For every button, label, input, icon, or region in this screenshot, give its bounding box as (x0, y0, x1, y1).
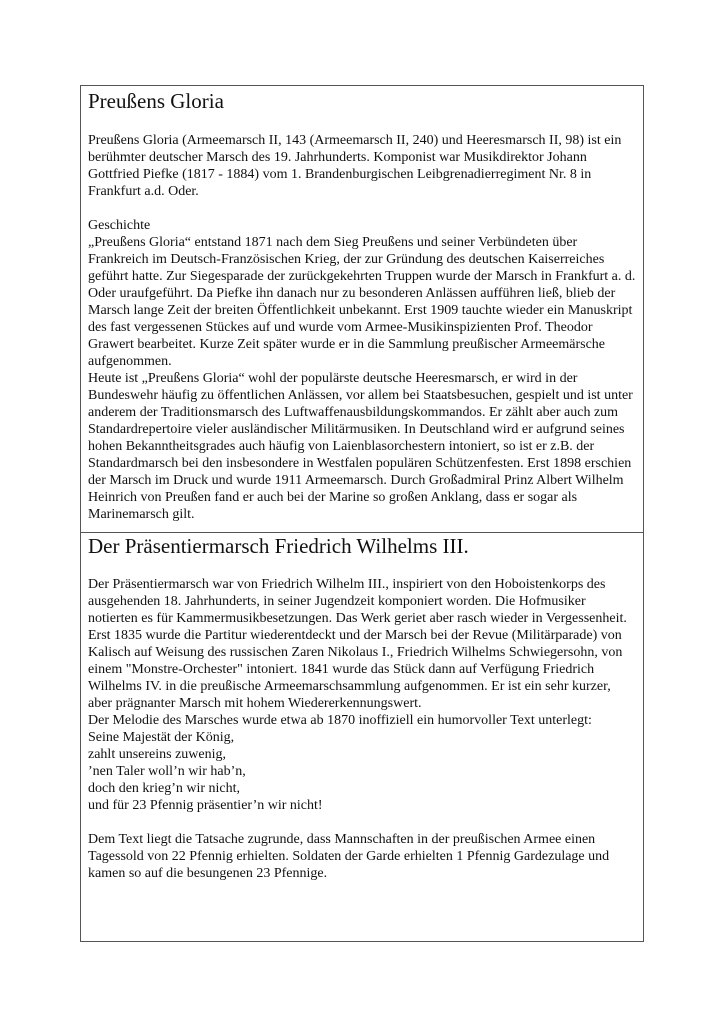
history-paragraph-2: Heute ist „Preußens Gloria“ wohl der populärste deutsche Heeresmarsch, er wird in der Bundeswehr häufig zu öffentlichen Anlässen, vor allem bei Staatsbesuchen, gespielt und ist unter anderem der Traditionsmarsch des Luftwaffenausbildungskommandos. Er zählt aber auch zum Standardrepertoire vieler ausländischer Militärmusiken. In Deutschland wird er aufgrund seines hohen Bekanntheitsgrades auch häufig von Laienblasorchestern intoniert, so ist er z.B. der Standardmarsch bei den insbesondere in Westfalen populären Schützenfesten. Erst 1898 erschien der Marsch im Druck und wurde 1911 Armeemarsch. Durch Großadmiral Prinz Albert Wilhelm Heinrich von Preußen fand er auch bei der Marine so großen Anklang, dass er sogar als Marinemarsch gilt. (88, 371, 633, 522)
verse-line: doch den krieg’n wir nicht, (88, 781, 241, 796)
closing-paragraph: Dem Text liegt die Tatsache zugrunde, dass Mannschaften in der preußischen Armee einen Tagessold von 22 Pfennig erhielten. Soldaten der Garde erhielten 1 Pfennig Gardezulage und kamen so auf die besungenen 23 Pfennige. (88, 832, 610, 881)
intro-paragraph: Preußens Gloria (Armeemarsch II, 143 (Armeemarsch II, 240) und Heeresmarsch II, 98) ist ein berühmter deutscher Marsch des 19. Jahrhunderts. Komponist war Musikdirektor Johann Gottfried Piefke (1817 - 1884) vom 1. Brandenburgischen Leibgrenadierregiment Nr. 8 in Frankfurt a.d. Oder. (88, 133, 622, 199)
verse-line: Seine Majestät der König, (88, 730, 235, 745)
subheading: Geschichte (88, 218, 151, 233)
section-preussens-gloria (81, 86, 643, 532)
lead-in-paragraph: Der Melodie des Marsches wurde etwa ab 1870 inoffiziell ein humorvoller Text unterlegt: (88, 713, 592, 728)
intro-paragraph: Der Präsentiermarsch war von Friedrich Wilhelm III., inspiriert von den Hoboistenkorps des ausgehenden 18. Jahrhunderts, in seiner Jugendzeit komponiert worden. Die Hofmusiker notierten es für Kammermusikbesetzungen. Das Werk geriet aber rasch wieder in Vergessenheit. Erst 1835 wurde die Partitur wiederentdeckt und der Marsch bei der Revue (Militärparade) von Kalisch auf Weisung des russischen Zaren Nikolaus I., Friedrich Wilhelms Schwiegersohn, von einem "Monstre-Orchester" intoniert. 1841 wurde das Stück dann auf Verfügung Friedrich Wilhelms IV. in die preußische Armeemarschsammlung aufgenommen. Er ist ein sehr kurzer, aber prägnanter Marsch mit hohem Wiedererkennungswert. (88, 577, 627, 711)
verse-line: und für 23 Pfennig präsentier’n wir nicht! (88, 798, 323, 813)
document-frame (80, 85, 644, 942)
history-paragraph-1: „Preußens Gloria“ entstand 1871 nach dem Sieg Preußens und seiner Verbündeten über Frankreich im Deutsch-Französischen Krieg, der zur Gründung des deutschen Kaiserreiches geführt hatte. Zur Siegesparade der zurückgekehrten Truppen wurde der Marsch in Frankfurt a. d. Oder uraufgeführt. Da Piefke ihn danach nur zu besonderen Anlässen aufführen ließ, blieb der Marsch lange Zeit der breiten Öffentlichkeit unbekannt. Erst 1909 tauchte wieder ein Manuskript des fast vergessenen Stückes auf und wurde vom Armee-Musikinspizienten Prof. Theodor Grawert bearbeitet. Kurze Zeit später wurde er in die Sammlung preußischer Armeemärsche aufgenommen. (88, 235, 636, 369)
section-title: Preußens Gloria (88, 89, 224, 113)
verse-line: ’nen Taler woll’n wir hab’n, (88, 764, 246, 779)
section-praesentiermarsch (81, 532, 643, 941)
verse-block (88, 729, 636, 814)
section-title: Der Präsentiermarsch Friedrich Wilhelms III. (88, 534, 469, 558)
verse-line: zahlt unsereins zuwenig, (88, 747, 227, 762)
